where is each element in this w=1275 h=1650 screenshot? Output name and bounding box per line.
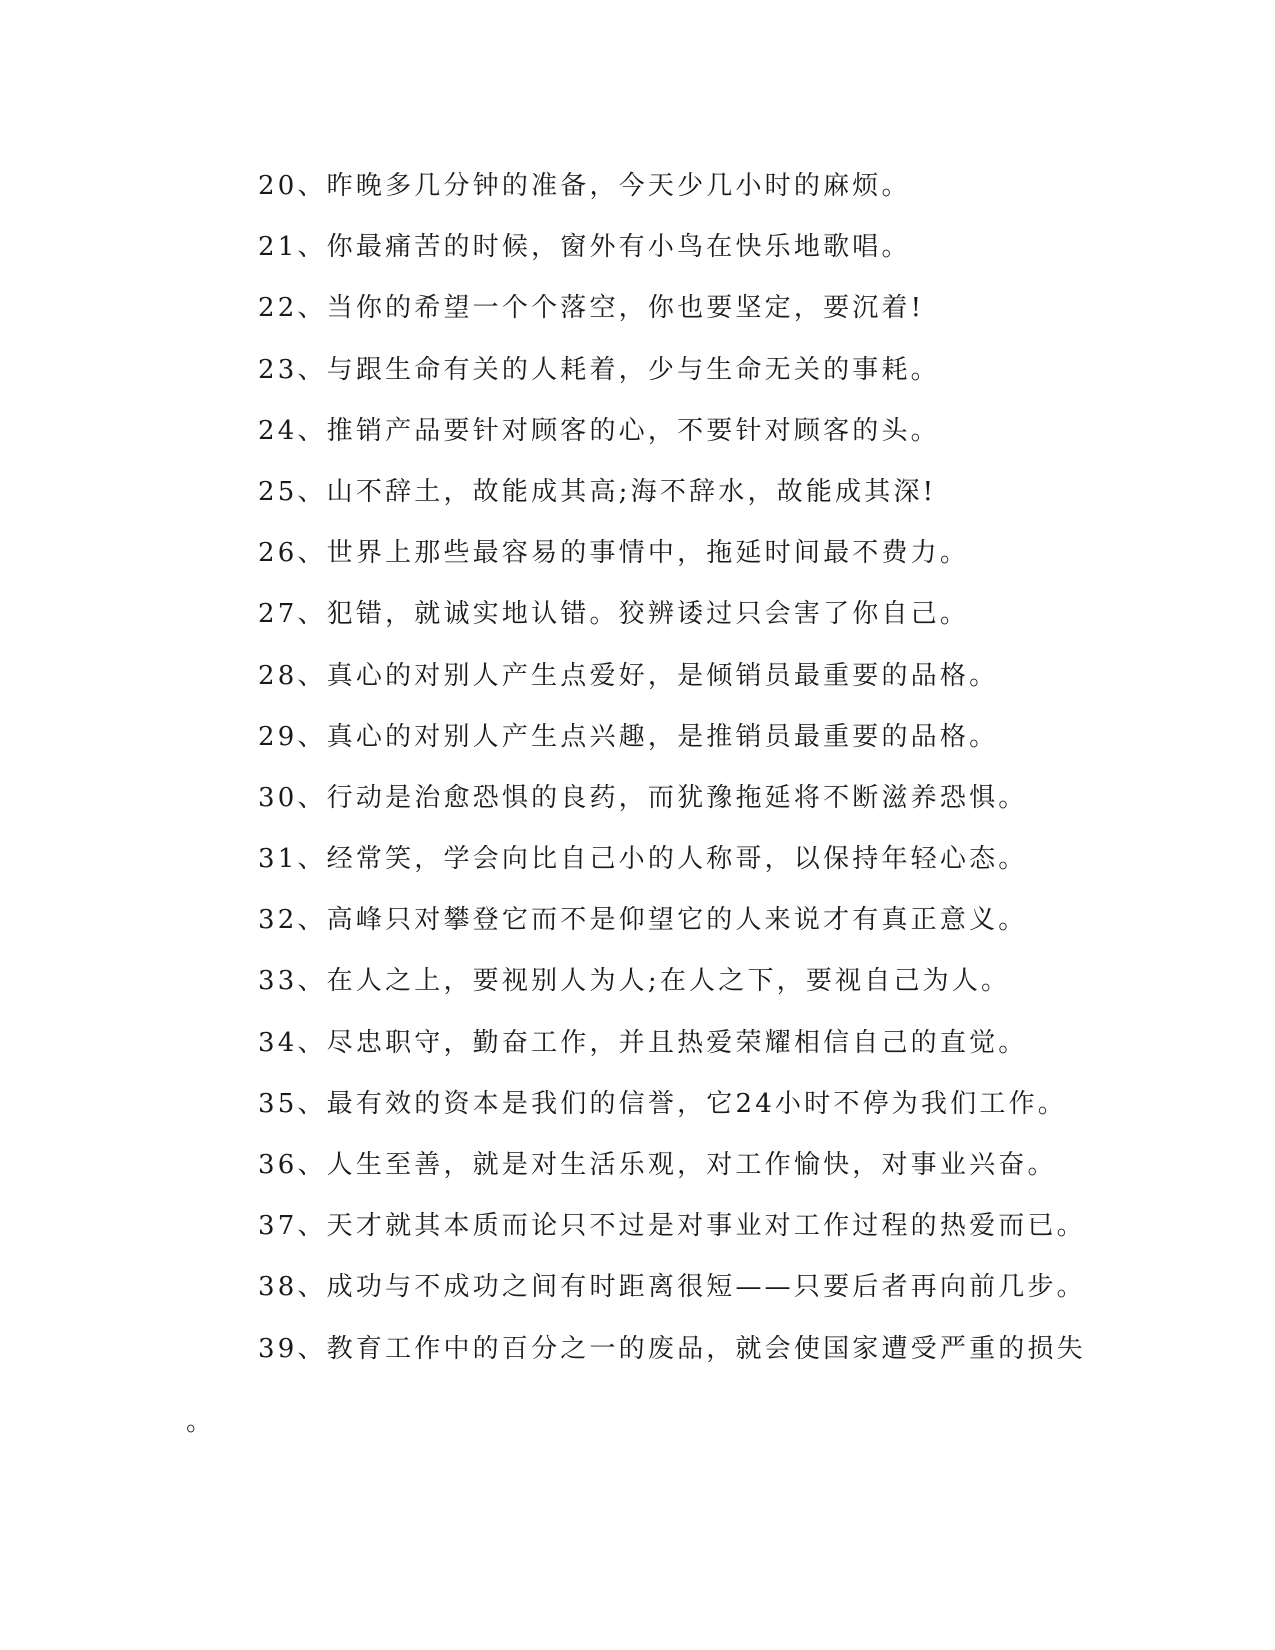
- quote-line-26: 26、世界上那些最容易的事情中，拖延时间最不费力。: [258, 538, 970, 569]
- quote-line-30: 30、行动是治愈恐惧的良药，而犹豫拖延将不断滋养恐惧。: [258, 782, 1028, 813]
- quote-line-38: 38、成功与不成功之间有时距离很短——只要后者再向前几步。: [258, 1272, 1086, 1303]
- quote-line-29: 29、真心的对别人产生点兴趣，是推销员最重要的品格。: [258, 721, 999, 752]
- quote-line-36: 36、人生至善，就是对生活乐观，对工作愉快，对事业兴奋。: [258, 1150, 1057, 1180]
- quote-line-31: 31、经常笑，学会向比自己小的人称哥，以保持年轻心态。: [258, 844, 1028, 875]
- quote-line-34: 34、尽忠职守，勤奋工作，并且热爱荣耀相信自己的直觉。: [258, 1027, 1028, 1058]
- quote-line-25: 25、山不辞土，故能成其高;海不辞水，故能成其深!: [258, 476, 937, 507]
- quote-line-35: 35、最有效的资本是我们的信誉，它24小时不停为我们工作。: [258, 1088, 1067, 1119]
- quote-line-33: 33、在人之上，要视别人为人;在人之下，要视自己为人。: [258, 966, 1011, 997]
- quote-line-37: 37、天才就其本质而论只不过是对事业对工作过程的热爱而已。: [258, 1211, 1086, 1242]
- quote-line-24: 24、推销产品要针对顾客的心，不要针对顾客的头。: [258, 415, 940, 446]
- quote-line-21: 21、你最痛苦的时候，窗外有小鸟在快乐地歌唱。: [258, 232, 911, 263]
- quote-line-22: 22、当你的希望一个个落空，你也要坚定，要沉着!: [258, 293, 925, 324]
- quote-line-23: 23、与跟生命有关的人耗着，少与生命无关的事耗。: [258, 354, 940, 385]
- quote-list: [258, 166, 1158, 1390]
- quote-line-27: 27、犯错，就诚实地认错。狡辨诿过只会害了你自己。: [258, 599, 970, 630]
- trailing-period: 。: [186, 1407, 213, 1437]
- quote-line-20: 20、昨晚多几分钟的准备，今天少几小时的麻烦。: [258, 171, 911, 201]
- quote-line-39: 39、教育工作中的百分之一的废品，就会使国家遭受严重的损失: [258, 1333, 1086, 1364]
- quote-line-28: 28、真心的对别人产生点爱好，是倾销员最重要的品格。: [258, 660, 999, 691]
- quote-line-32: 32、高峰只对攀登它而不是仰望它的人来说才有真正意义。: [258, 905, 1028, 936]
